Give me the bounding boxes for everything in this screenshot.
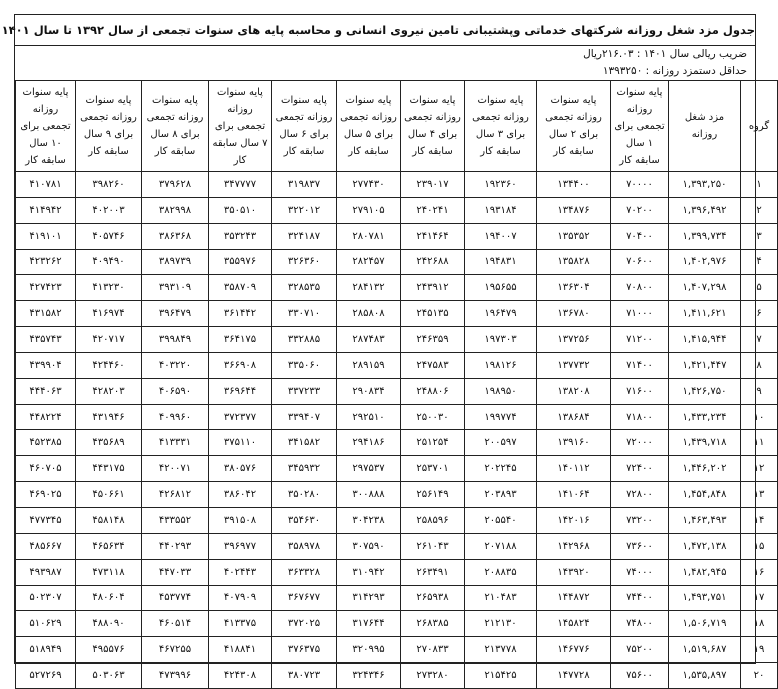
table-cell: ۱۹۷۳۰۳ (465, 327, 537, 353)
table-cell: ۳۳۲۸۸۵ (272, 327, 337, 353)
table-cell: ۱,۳۹۳,۲۵۰ (669, 172, 741, 198)
table-cell: ۳۵۴۶۳۰ (272, 507, 337, 533)
table-cell: ۶ (741, 301, 778, 327)
table-cell: ۷۰۸۰۰ (611, 275, 669, 301)
table-cell: ۳۰۴۲۳۸ (337, 507, 401, 533)
table-cell: ۴۲۷۴۲۳ (16, 275, 76, 301)
table-row (16, 249, 778, 275)
table-cell: ۲۰۰۵۹۷ (465, 430, 537, 456)
table-cell: ۴۲۶۸۱۲ (142, 482, 209, 508)
table-cell: ۴۶۵۶۳۴ (76, 533, 142, 559)
table-cell: ۴۱۳۳۷۵ (209, 611, 272, 637)
table-cell: ۱۹۵۶۵۵ (465, 275, 537, 301)
table-row (16, 507, 778, 533)
coefficient-text: ضریب ریالی سال ۱۴۰۱ : ۲۱۶.۰۳ریال (583, 48, 747, 60)
table-cell: ۷۴۰۰۰ (611, 559, 669, 585)
table-cell: ۱,۴۰۷,۲۹۸ (669, 275, 741, 301)
table-cell: ۱,۵۳۵,۸۹۷ (669, 663, 741, 689)
table-cell: ۳۸۶۰۴۲ (209, 482, 272, 508)
table-cell: ۳۲۴۱۸۷ (272, 223, 337, 249)
table-cell: ۳۸۹۷۳۹ (142, 249, 209, 275)
table-cell: ۳۲۲۰۱۲ (272, 197, 337, 223)
header-cell-7yr: پایه سنوات روزانه تجمعی برای ۷ سال سابقه کار (209, 81, 272, 172)
header-cell-2yr: پایه سنوات روزانه تجمعی برای ۲ سال سابقه کار (537, 81, 611, 172)
table-cell: ۳۴۱۵۸۲ (272, 430, 337, 456)
table-cell: ۱,۴۱۱,۶۲۱ (669, 301, 741, 327)
table-cell: ۴۰۹۹۶۰ (142, 404, 209, 430)
table-cell: ۷۲۴۰۰ (611, 456, 669, 482)
table-cell: ۴۷۷۳۴۵ (16, 507, 76, 533)
table-cell: ۷ (741, 327, 778, 353)
table-cell: ۷۱۸۰۰ (611, 404, 669, 430)
table-cell: ۴۱۹۱۰۱ (16, 223, 76, 249)
table-cell: ۴۳۹۹۰۴ (16, 352, 76, 378)
table-cell: ۱۳۶۷۸۰ (537, 301, 611, 327)
table-cell: ۲۹۲۵۱۰ (337, 404, 401, 430)
table-cell: ۳۷۹۶۲۸ (142, 172, 209, 198)
table-cell: ۱۳۸۶۸۴ (537, 404, 611, 430)
table-cell: ۱۳۹۱۶۰ (537, 430, 611, 456)
table-cell: ۳۵۵۹۷۶ (209, 249, 272, 275)
table-cell: ۱,۴۳۹,۷۱۸ (669, 430, 741, 456)
table-cell: ۳۱۹۸۳۷ (272, 172, 337, 198)
table-cell: ۴۰۳۲۲۰ (142, 352, 209, 378)
table-cell: ۱۶ (741, 559, 778, 585)
table-cell: ۷۱۴۰۰ (611, 352, 669, 378)
table-cell: ۳۶۳۳۲۸ (272, 559, 337, 585)
table-cell: ۱,۴۰۲,۹۷۶ (669, 249, 741, 275)
table-cell: ۵۰۲۳۰۷ (16, 585, 76, 611)
table-cell: ۳۲۸۵۳۵ (272, 275, 337, 301)
table-cell: ۷۳۶۰۰ (611, 533, 669, 559)
table-title: جدول مزد شغل روزانه شرکتهای خدماتی وپشتیبانی تامین نیروی انسانی و محاسبه پایه های سنوات تجمعی از سال ۱۳۹۲ تا سال ۱۴۰۱ (15, 15, 755, 46)
table-cell: ۱,۴۴۶,۲۰۲ (669, 456, 741, 482)
header-cell-8yr: پایه سنوات روزانه تجمعی برای ۸ سال سابقه کار (142, 81, 209, 172)
table-cell: ۲۰ (741, 663, 778, 689)
table-cell: ۲۱۳۷۷۸ (465, 637, 537, 663)
table-cell: ۳۶۹۶۴۴ (209, 378, 272, 404)
table-cell: ۱۴۷۷۲۸ (537, 663, 611, 689)
table-cell: ۳۹۶۴۷۹ (142, 301, 209, 327)
table-cell: ۲۷۷۴۳۰ (337, 172, 401, 198)
table-cell: ۴۷۳۹۹۶ (142, 663, 209, 689)
table-cell: ۳۶۱۴۴۲ (209, 301, 272, 327)
table-cell: ۴۰۲۴۴۳ (209, 559, 272, 585)
table-cell: ۴۸۸۰۹۰ (76, 611, 142, 637)
table-cell: ۲۸۹۱۵۹ (337, 352, 401, 378)
table-cell: ۳۷۵۱۱۰ (209, 430, 272, 456)
table-cell: ۲۰۷۱۸۸ (465, 533, 537, 559)
table-cell: ۱۵ (741, 533, 778, 559)
table-cell: ۳۹۹۸۴۹ (142, 327, 209, 353)
table-cell: ۳۵۸۷۰۹ (209, 275, 272, 301)
table-cell: ۲۶۳۴۹۱ (401, 559, 465, 585)
table-cell: ۲۰۸۸۳۵ (465, 559, 537, 585)
table-cell: ۴۰۶۵۹۰ (142, 378, 209, 404)
table-cell: ۱۹۸۱۲۶ (465, 352, 537, 378)
table-cell: ۳۲۴۳۴۶ (337, 663, 401, 689)
table-cell: ۳۳۰۷۱۰ (272, 301, 337, 327)
table-cell: ۴۸۵۶۶۷ (16, 533, 76, 559)
table-cell: ۲۴۳۹۱۲ (401, 275, 465, 301)
table-row (16, 482, 778, 508)
table-cell: ۴۳۵۶۸۹ (76, 430, 142, 456)
table-cell: ۳۳۹۴۰۷ (272, 404, 337, 430)
table-cell: ۴۱۰۷۸۱ (16, 172, 76, 198)
table-cell: ۱۹۳۱۸۴ (465, 197, 537, 223)
table-cell: ۳۸۲۹۹۸ (142, 197, 209, 223)
table-cell: ۲۴۷۵۸۳ (401, 352, 465, 378)
min-wage-text: حداقل دستمزد روزانه : ۱۳۹۳۲۵۰ (602, 65, 747, 77)
table-cell: ۱۳۵۳۵۲ (537, 223, 611, 249)
table-row (16, 223, 778, 249)
table-cell: ۷۱۰۰۰ (611, 301, 669, 327)
table-cell: ۳۶۴۱۷۵ (209, 327, 272, 353)
table-cell: ۱۴۶۷۷۶ (537, 637, 611, 663)
table-cell: ۹ (741, 378, 778, 404)
table-row (16, 197, 778, 223)
table-cell: ۳۶۶۹۰۸ (209, 352, 272, 378)
table-cell: ۱۳۷۲۵۶ (537, 327, 611, 353)
table-cell: ۱۱ (741, 430, 778, 456)
header-cell-5yr: پایه سنوات روزانه تجمعی برای ۵ سال سابقه کار (337, 81, 401, 172)
table-cell: ۲۶۸۳۸۵ (401, 611, 465, 637)
table-cell: ۵۱۸۹۴۹ (16, 637, 76, 663)
table-cell: ۳۸۰۵۷۶ (209, 456, 272, 482)
table-cell: ۳۵۰۲۸۰ (272, 482, 337, 508)
table-cell: ۱۹۲۳۶۰ (465, 172, 537, 198)
table-cell: ۱ (741, 172, 778, 198)
table-cell: ۸ (741, 352, 778, 378)
table-cell: ۱۰ (741, 404, 778, 430)
table-cell: ۲۴۱۴۶۴ (401, 223, 465, 249)
table-cell: ۱,۴۱۵,۹۴۴ (669, 327, 741, 353)
table-row (16, 172, 778, 198)
table-cell: ۴۳۱۹۴۶ (76, 404, 142, 430)
table-cell: ۳۴۷۷۷۷ (209, 172, 272, 198)
table-cell: ۱۳ (741, 482, 778, 508)
table-cell: ۲۴۲۶۸۸ (401, 249, 465, 275)
table-cell: ۴۱۳۳۳۱ (142, 430, 209, 456)
table-cell: ۷۰۲۰۰ (611, 197, 669, 223)
table-cell: ۱۴۲۰۱۶ (537, 507, 611, 533)
table-cell: ۲۰۳۸۹۳ (465, 482, 537, 508)
table-cell: ۱۸ (741, 611, 778, 637)
table-cell: ۳۷۶۳۷۵ (272, 637, 337, 663)
table-cell: ۱۳۵۸۲۸ (537, 249, 611, 275)
table-cell: ۳۹۸۲۶۰ (76, 172, 142, 198)
table-cell: ۴۳۳۵۵۲ (142, 507, 209, 533)
table-cell: ۳ (741, 223, 778, 249)
table-cell: ۳۵۰۵۱۰ (209, 197, 272, 223)
table-cell: ۱۷ (741, 585, 778, 611)
table-cell: ۴۴۸۲۲۴ (16, 404, 76, 430)
table-cell: ۷۲۰۰۰ (611, 430, 669, 456)
table-cell: ۳۸۰۷۲۳ (272, 663, 337, 689)
table-cell: ۴۱۳۲۳۰ (76, 275, 142, 301)
min-wage-row (15, 63, 755, 80)
table-cell: ۴۰۹۴۹۰ (76, 249, 142, 275)
table-cell: ۳۷۲۰۲۵ (272, 611, 337, 637)
table-cell: ۱,۴۳۳,۲۳۴ (669, 404, 741, 430)
table-cell: ۴۰۲۰۰۳ (76, 197, 142, 223)
table-cell: ۴۰۵۷۴۶ (76, 223, 142, 249)
table-cell: ۴۴۳۱۷۵ (76, 456, 142, 482)
header-cell-6yr: پایه سنوات روزانه تجمعی برای ۶ سال سابقه کار (272, 81, 337, 172)
table-cell: ۳۰۷۵۹۰ (337, 533, 401, 559)
table-cell: ۱,۳۹۶,۴۹۲ (669, 197, 741, 223)
table-cell: ۱۹ (741, 637, 778, 663)
header-cell-10yr: پایه سنوات روزانه تجمعی برای ۱۰ سال سابقه کار (16, 81, 76, 172)
table-cell: ۱۴۴۸۷۲ (537, 585, 611, 611)
table-cell: ۴۹۵۵۷۶ (76, 637, 142, 663)
table-cell: ۱۴ (741, 507, 778, 533)
table-cell: ۱۹۴۸۳۱ (465, 249, 537, 275)
table-cell: ۲۱۵۴۲۵ (465, 663, 537, 689)
table-cell: ۴۱۴۹۴۲ (16, 197, 76, 223)
table-row (16, 301, 778, 327)
header-cell-1yr: پایه سنوات روزانه تجمعی برای ۱ سال سابقه کار (611, 81, 669, 172)
table-cell: ۴۶۷۲۵۵ (142, 637, 209, 663)
table-cell: ۱۳۷۷۳۲ (537, 352, 611, 378)
table-cell: ۲۱۲۱۳۰ (465, 611, 537, 637)
table-cell: ۱,۴۸۲,۹۴۵ (669, 559, 741, 585)
table-row (16, 637, 778, 663)
table-cell: ۵۰۳۰۶۳ (76, 663, 142, 689)
table-cell: ۱,۴۷۲,۱۳۸ (669, 533, 741, 559)
table-cell: ۲ (741, 197, 778, 223)
table-cell: ۲۴۸۸۰۶ (401, 378, 465, 404)
table-cell: ۷۲۸۰۰ (611, 482, 669, 508)
table-cell: ۷۰۶۰۰ (611, 249, 669, 275)
table-cell: ۲۵۰۰۳۰ (401, 404, 465, 430)
table-cell: ۳۱۴۲۹۳ (337, 585, 401, 611)
table-row (16, 430, 778, 456)
table-cell: ۴۴۷۰۳۳ (142, 559, 209, 585)
table-cell: ۲۹۷۵۳۷ (337, 456, 401, 482)
table-body (16, 172, 778, 689)
header-cell-9yr: پایه سنوات روزانه تجمعی برای ۹ سال سابقه کار (76, 81, 142, 172)
coefficient-row (15, 46, 755, 63)
table-cell: ۱,۴۶۳,۴۹۳ (669, 507, 741, 533)
table-cell: ۱۳۴۴۰۰ (537, 172, 611, 198)
table-cell: ۴۱۶۹۷۴ (76, 301, 142, 327)
table-cell: ۲۷۳۲۸۰ (401, 663, 465, 689)
table-cell: ۴۹۳۹۸۷ (16, 559, 76, 585)
table-cell: ۱,۴۲۱,۴۴۷ (669, 352, 741, 378)
table-cell: ۱۳۶۳۰۴ (537, 275, 611, 301)
table-cell: ۴۸۰۶۰۴ (76, 585, 142, 611)
header-cell-daily-wage: مزد شغل روزانه (669, 81, 741, 172)
table-cell: ۲۱۰۴۸۳ (465, 585, 537, 611)
table-cell: ۲۶۱۰۴۳ (401, 533, 465, 559)
wage-table (15, 80, 778, 689)
table-cell: ۴۵۲۳۸۵ (16, 430, 76, 456)
table-cell: ۴۶۹۰۲۵ (16, 482, 76, 508)
table-cell: ۴۲۸۲۰۳ (76, 378, 142, 404)
table-cell: ۷۱۲۰۰ (611, 327, 669, 353)
table-cell: ۴۳۵۷۴۳ (16, 327, 76, 353)
table-cell: ۷۴۸۰۰ (611, 611, 669, 637)
table-cell: ۴۶۰۵۱۴ (142, 611, 209, 637)
table-cell: ۱۳۴۸۷۶ (537, 197, 611, 223)
table-cell: ۲۸۷۴۸۳ (337, 327, 401, 353)
table-cell: ۴۲۴۴۶۰ (76, 352, 142, 378)
table-cell: ۲۰۵۵۴۰ (465, 507, 537, 533)
table-cell: ۱۹۹۷۷۴ (465, 404, 537, 430)
table-cell: ۳۹۱۵۰۸ (209, 507, 272, 533)
table-cell: ۱,۳۹۹,۷۳۴ (669, 223, 741, 249)
header-cell-4yr: پایه سنوات روزانه تجمعی برای ۴ سال سابقه کار (401, 81, 465, 172)
table-row (16, 533, 778, 559)
table-cell: ۴۲۳۲۶۲ (16, 249, 76, 275)
table-cell: ۳۹۶۹۷۷ (209, 533, 272, 559)
table-cell: ۲۸۵۸۰۸ (337, 301, 401, 327)
table-cell: ۳۸۶۳۶۸ (142, 223, 209, 249)
table-cell: ۷۰۴۰۰ (611, 223, 669, 249)
table-cell: ۱۴۳۹۲۰ (537, 559, 611, 585)
table-cell: ۷۱۶۰۰ (611, 378, 669, 404)
table-cell: ۳۱۷۶۴۴ (337, 611, 401, 637)
table-cell: ۵ (741, 275, 778, 301)
table-cell: ۷۰۰۰۰ (611, 172, 669, 198)
table-cell: ۲۵۶۱۴۹ (401, 482, 465, 508)
header-cell-3yr: پایه سنوات روزانه تجمعی برای ۳ سال سابقه کار (465, 81, 537, 172)
table-cell: ۱۲ (741, 456, 778, 482)
table-cell: ۴۲۴۳۰۸ (209, 663, 272, 689)
table-cell: ۲۴۵۱۳۵ (401, 301, 465, 327)
table-row (16, 352, 778, 378)
table-cell: ۱۹۶۴۷۹ (465, 301, 537, 327)
table-cell: ۳۱۰۹۴۲ (337, 559, 401, 585)
table-row (16, 663, 778, 689)
table-cell: ۲۳۹۰۱۷ (401, 172, 465, 198)
table-cell: ۱,۵۱۹,۶۸۷ (669, 637, 741, 663)
table-cell: ۷۴۴۰۰ (611, 585, 669, 611)
table-cell: ۲۷۹۱۰۵ (337, 197, 401, 223)
table-cell: ۱,۴۲۶,۷۵۰ (669, 378, 741, 404)
table-row (16, 456, 778, 482)
table-cell: ۴۴۴۰۶۳ (16, 378, 76, 404)
table-cell: ۲۶۵۹۳۸ (401, 585, 465, 611)
table-cell: ۲۸۲۴۵۷ (337, 249, 401, 275)
table-cell: ۴۵۳۷۷۴ (142, 585, 209, 611)
table-cell: ۳۷۲۳۷۷ (209, 404, 272, 430)
table-cell: ۲۹۰۸۳۴ (337, 378, 401, 404)
table-cell: ۴۱۸۸۴۱ (209, 637, 272, 663)
table-row (16, 404, 778, 430)
table-cell: ۴۵۸۱۴۸ (76, 507, 142, 533)
table-cell: ۴۴۰۲۹۳ (142, 533, 209, 559)
table-cell: ۳۵۳۲۴۳ (209, 223, 272, 249)
table-row (16, 327, 778, 353)
table-cell: ۲۵۸۵۹۶ (401, 507, 465, 533)
table-row (16, 611, 778, 637)
table-cell: ۳۹۳۱۰۹ (142, 275, 209, 301)
table-cell: ۴۳۱۵۸۲ (16, 301, 76, 327)
header-cell-group: گروه (741, 81, 778, 172)
table-cell: ۳۳۵۰۶۰ (272, 352, 337, 378)
table-cell: ۴۲۰۷۱۷ (76, 327, 142, 353)
table-cell: ۱,۴۹۳,۷۵۱ (669, 585, 741, 611)
table-cell: ۳۲۰۹۹۵ (337, 637, 401, 663)
table-cell: ۱۴۱۰۶۴ (537, 482, 611, 508)
table-cell: ۲۴۰۲۴۱ (401, 197, 465, 223)
table-cell: ۵۲۷۲۶۹ (16, 663, 76, 689)
wage-table-sheet (1, 14, 770, 681)
table-cell: ۱,۵۰۶,۷۱۹ (669, 611, 741, 637)
table-cell: ۱۹۴۰۰۷ (465, 223, 537, 249)
table-row (16, 275, 778, 301)
table-cell: ۲۹۴۱۸۶ (337, 430, 401, 456)
table-cell: ۳۵۸۹۷۸ (272, 533, 337, 559)
table-cell: ۳۶۷۶۷۷ (272, 585, 337, 611)
table-cell: ۳۴۵۹۳۲ (272, 456, 337, 482)
table-row (16, 585, 778, 611)
table-cell: ۳۳۷۲۳۳ (272, 378, 337, 404)
table-cell: ۴۵۰۶۶۱ (76, 482, 142, 508)
table-cell: ۲۸۴۱۳۲ (337, 275, 401, 301)
table-cell: ۲۵۳۷۰۱ (401, 456, 465, 482)
table-cell: ۲۸۰۷۸۱ (337, 223, 401, 249)
table-cell: ۱۹۸۹۵۰ (465, 378, 537, 404)
table-cell: ۱۳۸۲۰۸ (537, 378, 611, 404)
table-cell: ۱۴۵۸۲۴ (537, 611, 611, 637)
table-cell: ۷۳۲۰۰ (611, 507, 669, 533)
table-row (16, 559, 778, 585)
table-cell: ۲۰۲۲۴۵ (465, 456, 537, 482)
table-cell: ۱۴۰۱۱۲ (537, 456, 611, 482)
table-row (16, 378, 778, 404)
table-cell: ۴ (741, 249, 778, 275)
table-cell: ۲۴۶۳۵۹ (401, 327, 465, 353)
table-cell: ۳۰۰۸۸۸ (337, 482, 401, 508)
table-cell: ۵۱۰۶۲۹ (16, 611, 76, 637)
table-cell: ۲۵۱۲۵۴ (401, 430, 465, 456)
table-cell: ۷۵۲۰۰ (611, 637, 669, 663)
table-header (16, 81, 778, 172)
table-cell: ۴۰۷۹۰۹ (209, 585, 272, 611)
table-cell: ۱۴۲۹۶۸ (537, 533, 611, 559)
table-cell: ۴۶۰۷۰۵ (16, 456, 76, 482)
table-cell: ۴۷۳۱۱۸ (76, 559, 142, 585)
table-cell: ۱,۴۵۴,۸۴۸ (669, 482, 741, 508)
table-cell: ۴۲۰۰۷۱ (142, 456, 209, 482)
table-cell: ۲۷۰۸۳۳ (401, 637, 465, 663)
table-cell: ۷۵۶۰۰ (611, 663, 669, 689)
table-cell: ۳۲۶۳۶۰ (272, 249, 337, 275)
